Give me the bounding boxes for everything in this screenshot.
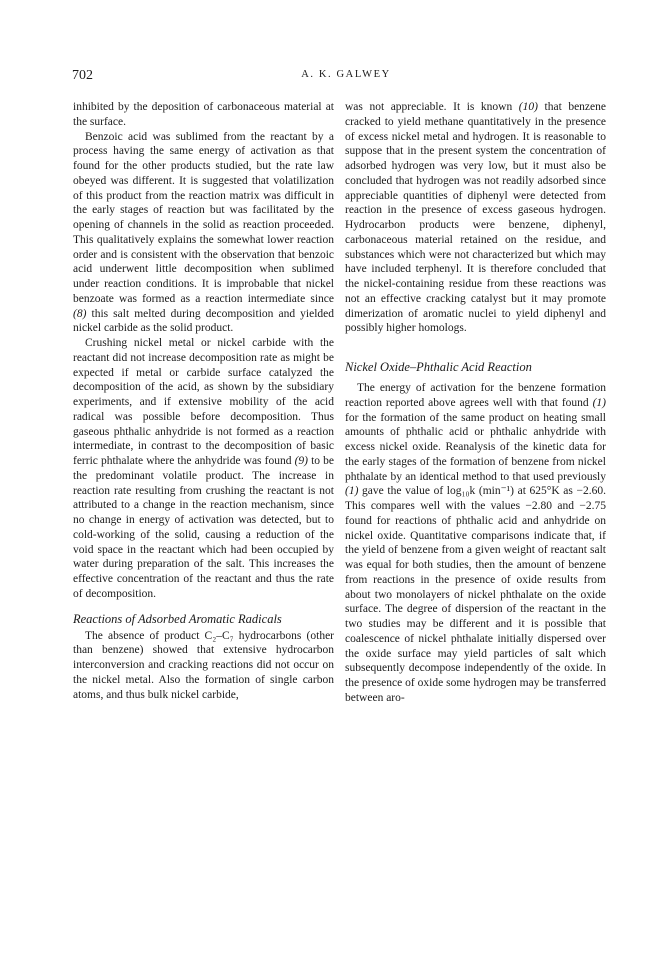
citation: (1)	[345, 485, 359, 498]
text-run: Crushing nickel metal or nickel carbide with the reactant did not increase decomposition rate as might be expected if metal or carbide surface catalyzed the decomposition of the acid, as shown by the subsidiary experiments, and if extensive mobility of the acid radical was possible before decomposition. Thus gaseous phthalic anhydride is not formed as a reaction intermediate, in contrast to the decomposition of basic ferric phthalate where the anhydride was found	[73, 337, 334, 467]
paragraph: inhibited by the deposition of carbonaceous material at the surface.	[73, 101, 334, 128]
running-head: A. K. GALWEY	[301, 69, 391, 80]
section-heading: Reactions of Adsorbed Aromatic Radicals	[73, 611, 282, 626]
citation: (10)	[518, 101, 538, 113]
text-run: gave the value of log₁₀k (min⁻¹) at 625°K as −2.60. This compares well with the values −2.80 and −2.75 found for reactions of phthalic acid and anhydride on nickel oxide. Quantitative comparisons indicate that, if the yield of benzene from a given weight of reactant salt was equal for both studies, then the amount of benzene from reactions in the presence of oxide results from about two monolayers of nickel phthalate on the oxide surface. The degree of dispersion of the reactant in the two studies may be different and it is possible that coalescence of nickel phthalate initially dispersed over the oxide surface may yield particles of salt which subsequently decompose independently of the oxide. In the presence of oxide some hydrogen may be transferred between aro-	[345, 485, 606, 704]
page-header	[72, 68, 620, 86]
citation: (9)	[294, 455, 308, 467]
paragraph	[345, 100, 606, 336]
paragraph	[73, 130, 334, 337]
text-run: Benzoic acid was sublimed from the reactant by a process having the same energy of activation as that found for the other products studied, but the rate law obeyed was different. It is suggested that volatilization of this product from the reaction matrix was difficult in the early stages of reaction but was facilitated by the opening of channels in the solid as reaction proceeded. This qualitatively explains the somewhat lower reaction order and is consistent with the observation that benzoic acid underwent little decomposition when sublimed under reaction conditions. It is improbable that nickel benzoate was formed as a reaction intermediate since	[73, 130, 334, 305]
text-run: The energy of activation for the benzene formation reaction reported above agrees well with that found	[345, 382, 606, 409]
paragraph: The absence of product C₂–C₇ hydrocarbons (other than benzene) showed that extensive hydrocarbon interconversion and cracking reactions did not occur on the nickel metal. Also the formation of single carbon atoms, and thus bulk nickel carbide,	[73, 629, 334, 701]
citation: (8)	[73, 307, 87, 320]
paragraph	[73, 336, 334, 602]
citation: (1)	[592, 396, 606, 409]
right-column	[345, 100, 606, 706]
text-run: for the formation of the same product on heating small amounts of phthalic acid or phthalic anhydride with excess nickel oxide. Reanalysis of the kinetic data for the early stages of the formation of benzene from nickel phthalate by an identical method to that used previously	[345, 411, 606, 483]
section-heading: Nickel Oxide–Phthalic Acid Reaction	[345, 360, 532, 374]
page-number: 702	[72, 68, 93, 83]
text-run: this salt melted during decomposition and yielded nickel carbide as the solid product.	[73, 307, 334, 335]
text-run: to be the predominant volatile product. The increase in reaction rate resulting from crushing the reactant is not attributed to a change in the reaction mechanism, since no change in energy of activation was detected, but to cold-working of the solid, causing a reduction of the void space in the reactant which had been occupied by water during preparation of the salt. This increases the effective concentration of the reactant and thus the rate of decomposition.	[73, 455, 334, 600]
text-run: was not appreciable. It is known	[345, 101, 519, 113]
paragraph	[345, 381, 606, 706]
left-column	[73, 100, 334, 702]
text-run: that benzene cracked to yield methane quantitatively in the presence of excess nickel metal and hydrogen. It is reasonable to suppose that in the present system the concentration of adsorbed hydrogen was very low, but it must also be concluded that hydrogen was not readily adsorbed since appreciable quantities of diphenyl were detected from reaction in the presence of excess gaseous hydrogen. Hydrocarbon products were benzene, diphenyl, carbonaceous material retained on the residue, and substances which were not characterized but which may have included terphenyl. It is therefore concluded that the nickel-containing residue from these reactions was not an effective cracking catalyst but it may promote dimerization of aromatic nuclei to yield diphenyl and possibly higher homologs.	[345, 101, 606, 335]
